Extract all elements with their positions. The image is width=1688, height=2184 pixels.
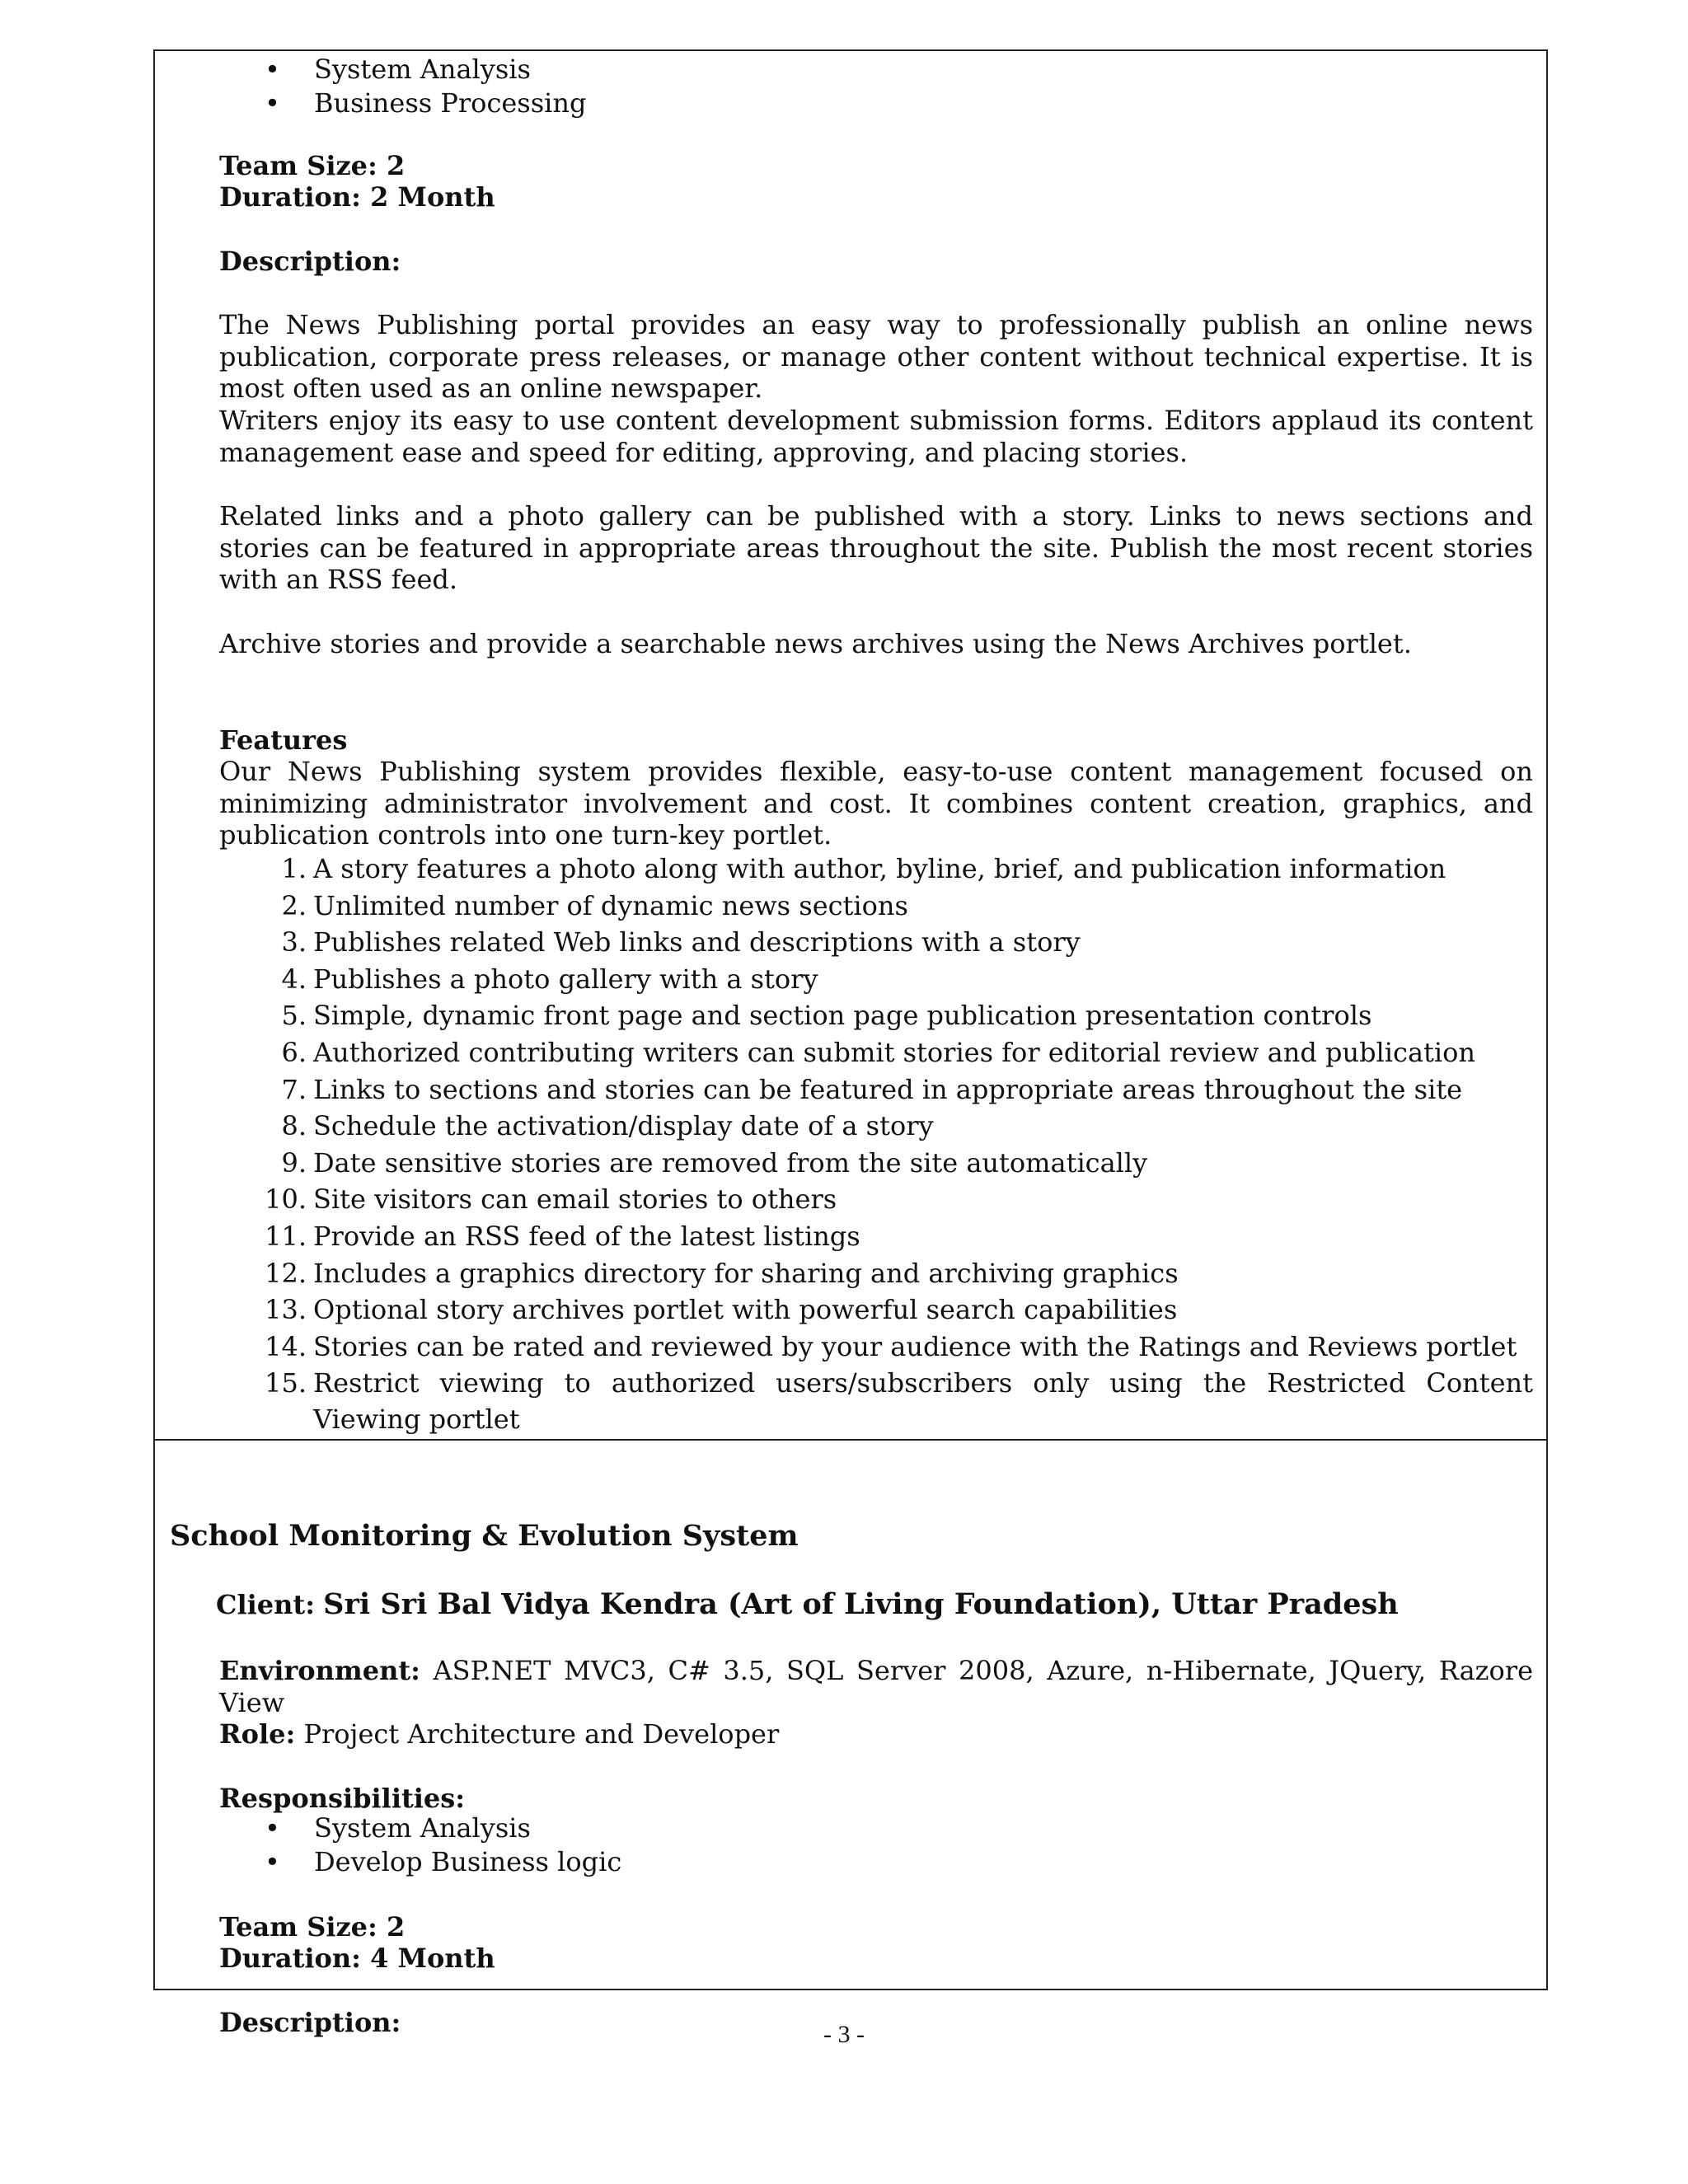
features-list [264, 851, 1533, 1437]
list-item: 1. A story features a photo along with author, byline, brief, and publication information [281, 853, 1447, 884]
duration: Duration: 2 Month [219, 181, 495, 213]
list-item: • System Analysis [265, 53, 586, 87]
description-paragraph: Archive stories and provide a searchable news archives using the News Archives portlet. [219, 628, 1412, 659]
environment-label: Environment: [219, 1655, 420, 1686]
list-item: 8. Schedule the activation/display date of a story [281, 1110, 934, 1142]
team-size: Team Size: 2 [219, 150, 406, 181]
features-heading: Features [219, 724, 348, 756]
list-item: • Develop Business logic [265, 1845, 621, 1879]
page-number: - 3 - [823, 2021, 865, 2048]
section-divider [155, 1439, 1546, 1441]
list-item: 14. Stories can be rated and reviewed by your audience with the Ratings and Reviews portlet [265, 1330, 1517, 1362]
list-item: • System Analysis [265, 1811, 621, 1845]
list-item: 13. Optional story archives portlet with powerful search capabilities [265, 1294, 1178, 1326]
responsibilities-heading: Responsibilities: [219, 1783, 466, 1814]
list-item: 2. Unlimited number of dynamic news sections [281, 889, 908, 921]
duration: Duration: 4 Month [219, 1943, 495, 1974]
list-item: 4. Publishes a photo gallery with a story [281, 963, 818, 995]
role-value: Project Architecture and Developer [303, 1718, 780, 1750]
list-item: 5. Simple, dynamic front page and section page publication presentation controls [281, 1000, 1372, 1032]
environment-line [219, 1655, 1533, 1718]
list-item: 12. Includes a graphics directory for sharing and archiving graphics [265, 1257, 1179, 1289]
description-heading: Description: [219, 246, 401, 277]
list-item: 9. Date sensitive stories are removed from the site automatically [281, 1146, 1148, 1179]
project-title: School Monitoring & Evolution System [170, 1519, 799, 1553]
environment-value: ASP.NET MVC3, C# 3.5, SQL Server 2008, Azure, n-Hibernate, JQuery, Razore View [219, 1655, 1534, 1718]
description-paragraph: The News Publishing portal provides an easy way to professionally publish an online news publication, corporate press releases, or manage other content without technical expertise. It is most often used as an online newspaper. [219, 309, 1533, 404]
role-line [219, 1718, 779, 1750]
list-item: 3. Publishes related Web links and descriptions with a story [281, 926, 1081, 958]
description-paragraph: Writers enjoy its easy to use content development submission forms. Editors applaud its content management ease and speed for editing, approving, and placing stories. [219, 405, 1533, 468]
list-item: 10. Site visitors can email stories to others [265, 1183, 837, 1216]
list-item: 11. Provide an RSS feed of the latest listings [265, 1220, 860, 1252]
responsibilities-list [265, 1811, 621, 1879]
description-paragraph: Related links and a photo gallery can be published with a story. Links to news sections and stories can be featured in appropriate areas throughout the site. Publish the most recent stories with an RSS feed. [219, 500, 1533, 595]
list-item: 7. Links to sections and stories can be featured in appropriate areas throughout the site [281, 1073, 1463, 1105]
content-frame [153, 49, 1548, 2038]
client-label: Client: [216, 1589, 315, 1620]
features-intro: Our News Publishing system provides flexible, easy-to-use content management focused on minimizing administrator involvement and cost. It combines content creation, graphics, and publication controls into one turn-key portlet. [219, 756, 1533, 851]
list-item: 6. Authorized contributing writers can submit stories for editorial review and publication [281, 1036, 1475, 1068]
team-size: Team Size: 2 [219, 1911, 406, 1943]
description-heading: Description: [219, 2007, 401, 2038]
top-responsibilities-list [265, 53, 586, 120]
role-label: Role: [219, 1718, 296, 1750]
list-item: 15. Restrict viewing to authorized users/subscribers only using the Restricted Content Viewing portlet [265, 1367, 1533, 1436]
client-value: Sri Sri Bal Vidya Kendra (Art of Living Foundation), Uttar Pradesh [323, 1587, 1399, 1621]
list-item: • Business Processing [265, 87, 586, 120]
client-line [216, 1589, 1399, 1620]
